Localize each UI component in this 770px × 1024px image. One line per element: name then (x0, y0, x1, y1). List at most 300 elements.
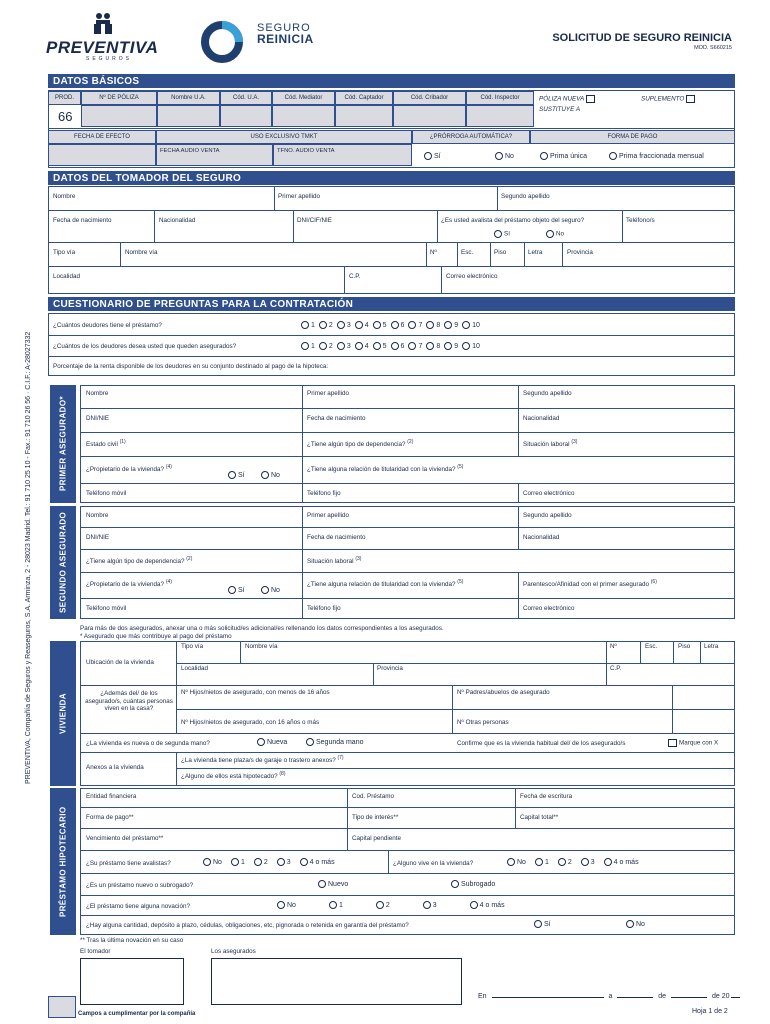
reinicia-logo (200, 20, 330, 60)
radio-icon (318, 880, 326, 888)
prima-unica-option[interactable] (540, 152, 587, 161)
radio-icon (609, 152, 617, 160)
p-situacion-label: Situación laboral $^{(3)}$ (523, 439, 578, 449)
radio-label: No (517, 858, 526, 866)
radio-label: Prima única (550, 152, 587, 160)
tfno-audio-label: TFNO. AUDIO VENTA (277, 148, 335, 154)
band-prestamo (50, 788, 76, 935)
divider (176, 752, 177, 786)
tomador-box (48, 186, 735, 294)
checkbox-icon (668, 739, 677, 747)
radio-label: 8 (436, 342, 441, 350)
cod-captador-field[interactable] (335, 105, 393, 127)
divider (673, 641, 674, 663)
avalista-no[interactable] (546, 230, 564, 238)
divider (80, 483, 735, 484)
company-fields-legend: Campos a cumplimentar por la compañía (78, 1011, 196, 1017)
p-propietario-si[interactable] (228, 471, 245, 480)
divider (176, 663, 735, 664)
asegurados-option[interactable] (408, 342, 422, 351)
divider (80, 733, 735, 734)
section-cuestionario: CUESTIONARIO DE PREGUNTAS PARA LA CONTRATACIÓN (48, 297, 735, 311)
vive-option[interactable] (507, 858, 526, 867)
tomador-avalista-label: ¿Es usted avalista del préstamo objeto del seguro? (441, 217, 585, 224)
prod-value: 66 (58, 109, 73, 124)
radio-icon (546, 230, 554, 238)
cod-ua-field[interactable] (220, 105, 272, 127)
radio-label: 9 (454, 321, 459, 329)
ademas-label: ¿Además del/ de los asegurado/s, cuántas personas viven en la casa? (85, 690, 173, 713)
radio-icon (277, 858, 285, 866)
divider (524, 242, 525, 266)
asegurados-option[interactable] (301, 342, 315, 351)
vive-option[interactable] (604, 858, 639, 867)
garaje-label: ¿La vivienda tiene plaza/s de garaje o trastero anexos? $^{(7)}$ (181, 755, 344, 765)
divider (80, 527, 735, 528)
radio-icon (277, 901, 285, 909)
asegurados-signature-box[interactable] (211, 958, 462, 1005)
divider (176, 768, 735, 769)
divider (48, 242, 735, 243)
hipotecado-label: ¿Alguno de ellos está hipotecado? $^{(8)}$ (181, 771, 286, 781)
radio-label: 3 (286, 858, 291, 866)
tomador-num-label: Nº (430, 249, 437, 256)
divider (80, 408, 735, 409)
radio-icon (470, 901, 478, 909)
radio-label: Segunda mano (316, 738, 364, 746)
deudores-option[interactable] (301, 321, 315, 330)
fecha-efecto-field[interactable] (48, 144, 156, 166)
band-label: PRIMER ASEGURADO* (58, 396, 68, 492)
divider (606, 641, 607, 685)
label-text: ¿La vivienda tiene plaza/s de garaje o trastero anexos? (181, 757, 336, 765)
q-asegurados-options[interactable] (301, 342, 480, 351)
radio-label: 2 (567, 858, 572, 866)
radio-label: 6 (400, 321, 405, 329)
p-movil-label: Teléfono móvil (86, 490, 127, 497)
p-nacionalidad-label: Nacionalidad (523, 415, 560, 422)
tomador-esc-label: Esc. (461, 249, 474, 256)
cod-prestamo-label: Cod. Préstamo (352, 793, 394, 800)
v-piso-label: Piso (678, 643, 691, 650)
novacion-options[interactable] (277, 901, 505, 910)
p-apellido2-label: Segundo apellido (523, 390, 572, 397)
divider (302, 385, 303, 503)
segunda-option[interactable] (306, 738, 363, 747)
label-text: ¿Tiene algún tipo de dependencia? (307, 441, 406, 449)
suplemento-text: SUPLEMENTO (641, 95, 685, 103)
radio-label: 3 (346, 342, 351, 350)
divider (80, 572, 735, 573)
radio-label: Sí (238, 586, 245, 594)
divider (154, 210, 155, 242)
divider (80, 685, 735, 686)
v-nombre-via-label: Nombre vía (245, 643, 278, 650)
s-propietario-no[interactable] (261, 586, 280, 595)
vive-option[interactable] (581, 858, 595, 867)
radio-icon (300, 858, 308, 866)
poliza-nueva-checkbox[interactable] (586, 95, 595, 103)
radio-label: No (271, 471, 280, 479)
divider (120, 242, 121, 266)
band-vivienda (50, 641, 76, 786)
p-propietario-no[interactable] (261, 471, 280, 480)
radio-label: 7 (418, 342, 423, 350)
radio-icon (203, 858, 211, 866)
p-apellido1-label: Primer apellido (307, 390, 349, 397)
divider (426, 242, 427, 266)
poliza-nueva-text: PÓLIZA NUEVA (539, 95, 585, 103)
tomador-localidad-label: Localidad (53, 273, 80, 280)
de-label: de (658, 993, 667, 1000)
nueva-q-label: ¿La vivienda es nueva o de segunda mano? (86, 740, 210, 747)
radio-label: 1 (311, 342, 315, 350)
garantia-no[interactable] (626, 920, 645, 929)
col-cod-captador: Cód. Captador (335, 91, 393, 105)
anio-line[interactable] (731, 997, 740, 998)
s-nacionalidad-label: Nacionalidad (523, 534, 560, 541)
suplemento-checkbox[interactable] (686, 95, 695, 103)
col-cod-cribador: Cód. Cribador (393, 91, 466, 105)
radio-label: 3 (590, 858, 595, 866)
novacion-option[interactable] (376, 901, 390, 910)
tomador-provincia-label: Provincia (567, 249, 593, 256)
otras-label: Nº Otras personas (457, 719, 509, 726)
subrogado-option[interactable] (451, 880, 495, 889)
s-propietario-si[interactable] (228, 586, 245, 595)
p-nombre-label: Nombre (86, 390, 109, 397)
q-deudores-options[interactable] (301, 321, 480, 330)
radio-icon (426, 321, 434, 329)
nuevo-option[interactable] (318, 880, 348, 889)
novacion-q-label: ¿El préstamo tiene alguna novación? (86, 903, 190, 910)
label-text: ¿Propietario de la vivienda? (86, 466, 165, 474)
v-tipo-via-label: Tipo vía (181, 643, 204, 650)
asegurados-option[interactable] (462, 342, 480, 351)
radio-label: No (271, 586, 280, 594)
deudores-option[interactable] (408, 321, 422, 330)
radio-icon (373, 321, 381, 329)
people-emblem-icon (92, 12, 114, 36)
prorroga-header: ¿PRÓRROGA AUTOMÁTICA? (412, 130, 530, 144)
radio-label: 1 (311, 321, 315, 329)
divider (347, 788, 348, 850)
tomador-telefonos-label: Teléfono/s (626, 217, 655, 224)
radio-icon (301, 342, 309, 350)
col-prod: PROD. (48, 91, 81, 105)
radio-label: 5 (382, 321, 387, 329)
s-parentesco-label: Parentesco/Afinidad con el primer asegurado $^{(6)}$ (523, 579, 657, 589)
hijos-mas-label: Nº Hijos/nietos de asegurado, con 16 años o más (181, 719, 320, 726)
radio-label: 10 (472, 321, 480, 329)
radio-icon (257, 738, 265, 746)
v-localidad-label: Localidad (181, 665, 208, 672)
radio-icon (444, 321, 452, 329)
radio-label: 1 (544, 858, 549, 866)
deudores-option[interactable] (444, 321, 458, 330)
radio-icon (391, 342, 399, 350)
radio-label: 1 (240, 858, 245, 866)
radio-label: 7 (418, 321, 423, 329)
p-email-label: Correo electrónico (523, 490, 575, 497)
divider (518, 506, 519, 549)
divider (80, 828, 735, 829)
radio-icon (495, 152, 503, 160)
novacion-option[interactable] (470, 901, 505, 910)
logo-seguro-text: SEGURO (257, 22, 311, 34)
deudores-option[interactable] (319, 321, 333, 330)
radio-label: 2 (328, 342, 333, 350)
vive-q-label: ¿Alguno vive en la vivienda? (393, 860, 474, 867)
divider (518, 483, 519, 503)
divider (457, 242, 458, 266)
radio-icon (301, 321, 309, 329)
asegurados-option[interactable] (355, 342, 369, 351)
divider (176, 641, 177, 733)
cod-cribador-field[interactable] (393, 105, 466, 127)
radio-icon (451, 880, 459, 888)
divider (48, 266, 735, 267)
divider (640, 641, 641, 663)
divider (274, 186, 275, 210)
label-text: ¿Propietario de la vivienda? (86, 581, 165, 589)
novacion-option[interactable] (329, 901, 343, 910)
uso-tmkt-header: USO EXCLUSIVO TMKT (156, 130, 412, 144)
radio-icon (391, 321, 399, 329)
divider (515, 788, 516, 828)
asegurados-signature-label: Los asegurados (211, 948, 256, 955)
label-text: Situación laboral (307, 558, 354, 566)
tomador-apellido2-label: Segundo apellido (501, 193, 550, 200)
p-propietario-label: ¿Propietario de la vivienda? $^{(4)}$ (86, 464, 172, 474)
garantia-si[interactable] (534, 920, 551, 929)
s-movil-label: Teléfono móvil (86, 605, 127, 612)
deudores-option[interactable] (391, 321, 405, 330)
brand-name: PREVENTIVA (46, 38, 159, 57)
vive-option[interactable] (558, 858, 572, 867)
dia-line[interactable] (617, 997, 653, 998)
divider (497, 186, 498, 210)
prima-fraccionada-option[interactable] (609, 152, 704, 161)
radio-icon (376, 901, 384, 909)
radio-icon (228, 586, 236, 594)
asegurados-option[interactable] (373, 342, 387, 351)
s-situacion-label: Situación laboral $^{(3)}$ (307, 556, 362, 566)
lugar-line[interactable] (492, 997, 604, 998)
nombre-ua-field[interactable] (157, 105, 220, 127)
radio-icon (408, 321, 416, 329)
band-primer-asegurado (50, 385, 76, 503)
label-text: Estado civil (86, 441, 118, 449)
radio-label: Prima fraccionada mensual (619, 152, 704, 160)
marque-checkbox[interactable] (668, 739, 718, 747)
a-label: a (608, 993, 613, 1000)
place-date-line (478, 993, 740, 1001)
asegurados-option[interactable] (319, 342, 333, 351)
divider (672, 685, 673, 733)
logo-reinicia-text: REINICIA (257, 32, 314, 46)
radio-icon (355, 321, 363, 329)
radio-icon (604, 858, 612, 866)
radio-label: Sí (544, 920, 551, 928)
label-text: ¿Alguno de ellos está hipotecado? (181, 773, 278, 781)
deudores-option[interactable] (337, 321, 351, 330)
radio-icon (373, 342, 381, 350)
p-titularidad-label: ¿Tiene alguna relación de titularidad con la vivienda? $^{(5)}$ (307, 464, 464, 474)
radio-label: No (505, 152, 514, 160)
checkbox-label: Marque con X (679, 739, 719, 747)
divider (80, 456, 735, 457)
tomador-nacionalidad-label: Nacionalidad (159, 217, 196, 224)
prorroga-si[interactable] (424, 152, 441, 161)
avalista-si[interactable] (494, 230, 510, 238)
tomador-signature-box[interactable] (80, 958, 184, 1005)
reinicia-ring-icon (200, 20, 244, 64)
divider (240, 641, 241, 663)
radio-label: 9 (454, 342, 459, 350)
divider (80, 915, 735, 916)
tomador-apellido1-label: Primer apellido (278, 193, 320, 200)
v-num-label: Nº (610, 643, 617, 650)
label-text: Situación laboral (523, 441, 570, 449)
cod-inspector-field[interactable] (466, 105, 534, 127)
avalistas-option[interactable] (254, 858, 268, 867)
capital-total-label: Capital total** (520, 814, 559, 821)
band-segundo-asegurado (50, 506, 76, 619)
avalistas-option[interactable] (300, 858, 335, 867)
divider (562, 242, 563, 266)
radio-label: No (556, 230, 565, 238)
p-dependencia-label: ¿Tiene algún tipo de dependencia? $^{(2)}$ (307, 439, 414, 449)
novacion-option[interactable] (277, 901, 296, 910)
col-nombre-ua: Nombre U.A. (157, 91, 220, 105)
deudores-option[interactable] (355, 321, 369, 330)
tomador-nombre-via-label: Nombre vía (125, 249, 158, 256)
radio-label: 4 o más (479, 901, 505, 909)
section-datos-basicos: DATOS BÁSICOS (48, 74, 735, 88)
q-renta-label: Porcentaje de la renta disponible de los deudores en su conjunto destinado al pago de la hipoteca: (53, 363, 329, 370)
s-dependencia-label: ¿Tiene algún tipo de dependencia? $^{(2)}$ (86, 556, 193, 566)
radio-icon (426, 342, 434, 350)
radio-icon (535, 858, 543, 866)
s-fecha-nac-label: Fecha de nacimiento (307, 534, 366, 541)
label-text: ¿Tiene alguna relación de titularidad con la vivienda? (307, 581, 456, 589)
divider (80, 752, 735, 753)
s-apellido1-label: Primer apellido (307, 512, 349, 519)
forma-pago-header: FORMA DE PAGO (530, 130, 735, 144)
col-cod-mediator: Cód. Mediator (272, 91, 335, 105)
radio-label: 2 (328, 321, 333, 329)
avalistas-option[interactable] (203, 858, 222, 867)
avalistas-option[interactable] (277, 858, 291, 867)
radio-icon (540, 152, 548, 160)
s-email-label: Correo electrónico (523, 605, 575, 612)
habitual-label: Confirme que es la vivienda habitual del/ de los asegurado/s (457, 740, 626, 747)
radio-icon (424, 152, 432, 160)
prorroga-no[interactable] (495, 152, 514, 161)
nuevo-q-label: ¿Es un préstamo nuevo o subrogado? (86, 882, 194, 889)
tomador-dni-label: DNI/CIF/NIE (297, 217, 332, 224)
nueva-option[interactable] (257, 738, 287, 747)
radio-icon (581, 858, 589, 866)
s-titularidad-label: ¿Tiene alguna relación de titularidad con la vivienda? $^{(5)}$ (307, 579, 464, 589)
radio-label: No (636, 920, 645, 928)
radio-label: 4 o más (309, 858, 335, 866)
radio-label: 4 (364, 321, 369, 329)
tomador-letra-label: Letra (528, 249, 543, 256)
divider (48, 356, 735, 357)
label-text: ¿Tiene algún tipo de dependencia? (86, 558, 185, 566)
radio-icon (408, 342, 416, 350)
capital-pendiente-label: Capital pendiente (352, 835, 402, 842)
avalistas-options[interactable] (203, 858, 335, 867)
fecha-escritura-label: Fecha de escritura (520, 793, 573, 800)
radio-icon (319, 342, 327, 350)
vive-option[interactable] (535, 858, 549, 867)
radio-label: No (287, 901, 296, 909)
deudores-option[interactable] (462, 321, 480, 330)
radio-label: Sí (504, 230, 510, 238)
page-number: Hoja 1 de 2 (692, 1008, 728, 1015)
note-asegurado-principal: * Asegurado que más contribuye al pago del préstamo (80, 633, 232, 640)
note-mas-asegurados: Para más de dos asegurados, anexar una o más solicitud/es adicional/es rellenando los datos correspondientes a los asegurados. (80, 625, 444, 632)
s-nombre-label: Nombre (86, 512, 109, 519)
brand-sub: SEGUROS (86, 56, 133, 62)
asegurados-option[interactable] (426, 342, 440, 351)
radio-label: Sí (434, 152, 441, 160)
deudores-option[interactable] (426, 321, 440, 330)
forma-pago-label: Forma de pago** (86, 814, 134, 821)
mes-line[interactable] (671, 997, 707, 998)
divider (518, 385, 519, 456)
deudores-option[interactable] (373, 321, 387, 330)
radio-label: 8 (436, 321, 441, 329)
v-cp-label: C.P. (610, 665, 622, 672)
divider (344, 266, 345, 294)
novacion-option[interactable] (423, 901, 437, 910)
radio-label: 2 (385, 901, 390, 909)
divider (80, 850, 735, 851)
form-title: SOLICITUD DE SEGURO REINICIA (552, 32, 732, 44)
radio-icon (254, 858, 262, 866)
tomador-nombre-label: Nombre (53, 193, 76, 200)
avalistas-option[interactable] (231, 858, 245, 867)
poliza-field[interactable] (81, 105, 157, 127)
asegurados-option[interactable] (337, 342, 351, 351)
radio-label: 4 (364, 342, 369, 350)
cod-mediator-field[interactable] (272, 105, 335, 127)
radio-icon (329, 901, 337, 909)
col-cod-inspector: Cód. Inspector (466, 91, 534, 105)
divider (388, 850, 389, 873)
radio-icon (306, 738, 314, 746)
p-fijo-label: Teléfono fijo (307, 490, 341, 497)
divider (700, 641, 701, 663)
asegurados-option[interactable] (391, 342, 405, 351)
radio-icon (558, 858, 566, 866)
tras-novacion-note: ** Tras la última novación en su caso (80, 937, 184, 944)
radio-label: Subrogado (461, 880, 496, 888)
section-tomador: DATOS DEL TOMADOR DEL SEGURO (48, 171, 735, 185)
divider (48, 128, 735, 129)
preventiva-logo (46, 12, 161, 60)
company-side-text: PREVENTIVA, Compañía de Seguros y Reaseguros, S.A. Arminza, 2 - 28023 Madrid. Tel.: 91 710 25 10 - Fax.: 91 710 26 56 · C.I.F.: A-28027332 (25, 331, 32, 784)
tomador-email-label: Correo electrónico (446, 273, 498, 280)
vive-options[interactable] (507, 858, 639, 867)
col-cod-ua: Cód. U.A. (220, 91, 272, 105)
asegurados-option[interactable] (444, 342, 458, 351)
radio-icon (534, 920, 542, 928)
